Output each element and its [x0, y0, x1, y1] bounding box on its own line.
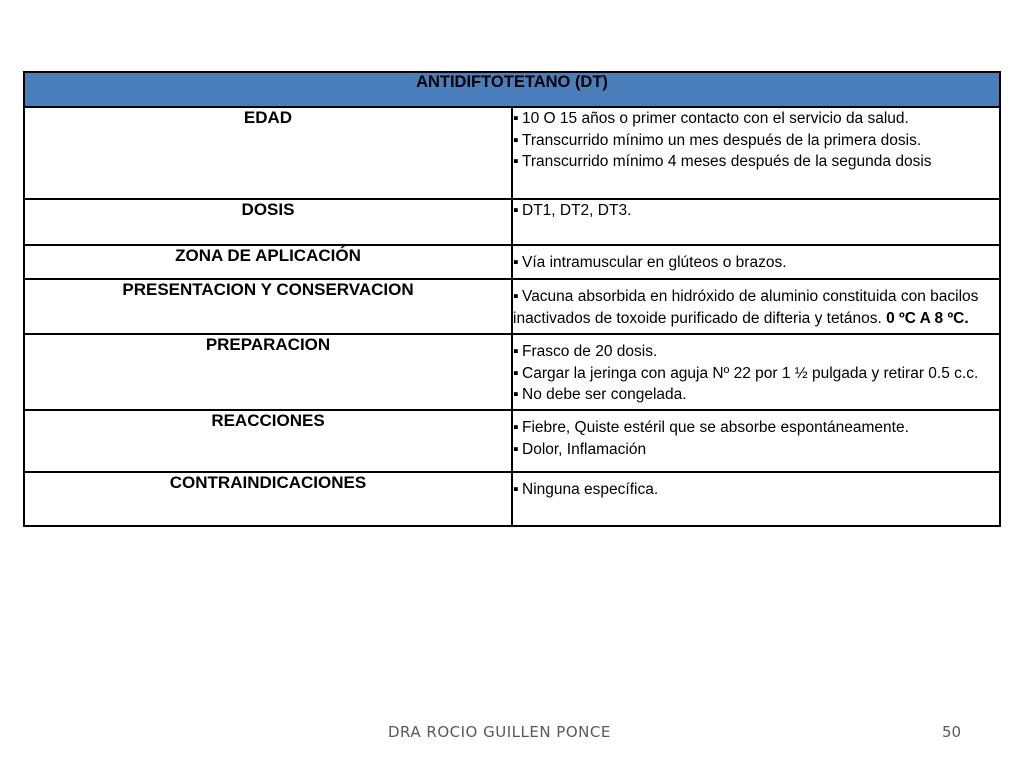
table-row — [24, 279, 1000, 334]
bullet-icon: ▪ — [513, 440, 519, 458]
bullet-text: Transcurrido mínimo un mes después de la primera dosis. — [522, 131, 922, 149]
row-label: PREPARACION — [24, 334, 512, 410]
row-content — [512, 410, 1000, 472]
page-number: 50 — [942, 723, 962, 741]
bullet-text: Dolor, Inflamación — [522, 440, 647, 458]
table-row — [24, 334, 1000, 410]
bullet-item — [513, 151, 999, 173]
vaccine-info-table — [23, 71, 1001, 527]
row-label: REACCIONES — [24, 410, 512, 472]
bullet-item — [513, 108, 999, 130]
bullet-item — [513, 252, 999, 274]
bullet-item — [513, 384, 999, 406]
bullet-icon: ▪ — [513, 131, 519, 149]
bullet-text: Ninguna específica. — [522, 481, 659, 498]
footer-author: DRA ROCIO GUILLEN PONCE — [388, 723, 611, 741]
bullet-icon: ▪ — [513, 153, 519, 170]
bullet-icon: ▪ — [513, 481, 519, 498]
table-row — [24, 410, 1000, 472]
bullet-text: No debe ser congelada. — [522, 386, 687, 403]
row-label: DOSIS — [24, 199, 512, 245]
bullet-icon: ▪ — [513, 419, 519, 436]
bullet-icon: ▪ — [513, 288, 519, 305]
table-row — [24, 199, 1000, 245]
bullet-text: Fiebre, Quiste estéril que se absorbe espontáneamente. — [522, 419, 909, 436]
bullet-icon: ▪ — [513, 343, 519, 360]
row-content — [512, 472, 1000, 526]
bullet-icon: ▪ — [513, 254, 519, 271]
table-header-row — [24, 72, 1000, 107]
bullet-item — [513, 341, 999, 363]
row-content — [512, 334, 1000, 410]
bullet-item — [513, 363, 999, 385]
bullet-icon: ▪ — [513, 364, 519, 382]
table-title: ANTIDIFTOTETANO (DT) — [24, 72, 1000, 107]
row-label: EDAD — [24, 107, 512, 199]
bullet-text: Transcurrido mínimo 4 meses después de la segunda dosis — [522, 153, 932, 170]
row-content — [512, 107, 1000, 199]
bullet-item — [513, 200, 999, 222]
bullet-icon: ▪ — [513, 386, 519, 403]
bullet-text: DT1, DT2, DT3. — [522, 202, 632, 219]
temperature-range: 0 ºC A 8 ºC. — [886, 309, 969, 327]
bullet-icon: ▪ — [513, 202, 519, 219]
table-row — [24, 472, 1000, 526]
row-content — [512, 199, 1000, 245]
bullet-text: Cargar la jeringa con aguja Nº 22 por 1 ½ pulgada y retirar 0.5 c.c. — [522, 364, 979, 382]
row-label: CONTRAINDICACIONES — [24, 472, 512, 526]
bullet-text: Frasco de 20 dosis. — [522, 343, 658, 360]
bullet-item — [513, 130, 999, 152]
row-label: PRESENTACION Y CONSERVACION — [24, 279, 512, 334]
bullet-text: Vía intramuscular en glúteos o brazos. — [522, 254, 787, 271]
row-content — [512, 279, 1000, 334]
bullet-icon: ▪ — [513, 110, 519, 127]
table-row — [24, 107, 1000, 199]
table-row — [24, 245, 1000, 279]
bullet-item — [513, 439, 999, 461]
bullet-text: 10 O 15 años o primer contacto con el servicio da salud. — [522, 110, 909, 127]
presentation-text: Vacuna absorbida en hidróxido de aluminio constituida con bacilos inactivados de toxoide purificado de difteria y tetános. — [513, 288, 979, 327]
row-content — [512, 245, 1000, 279]
bullet-item — [513, 417, 999, 439]
row-label: ZONA DE APLICACIÓN — [24, 245, 512, 279]
bullet-item — [513, 479, 999, 501]
